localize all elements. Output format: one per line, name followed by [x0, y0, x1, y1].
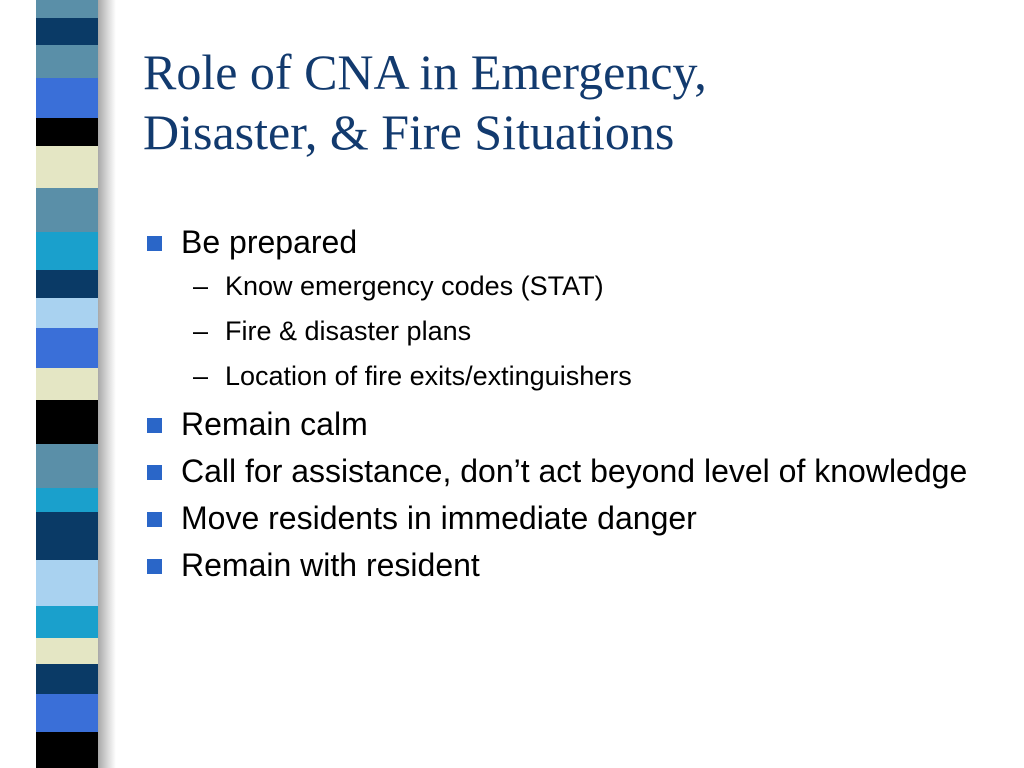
stripe-segment [36, 444, 98, 488]
sub-bullet-text: Know emergency codes (STAT) [225, 271, 604, 301]
square-bullet-icon [147, 465, 162, 480]
stripe-segment [36, 146, 98, 188]
sub-bullet-item [143, 359, 1003, 393]
stripe-segment [36, 45, 98, 78]
dash-bullet-icon: – [193, 271, 209, 301]
sub-bullet-list [143, 269, 1003, 393]
stripe-segment [36, 328, 98, 368]
sub-bullet-text: Location of fire exits/extinguishers [225, 361, 632, 391]
stripe-segment [36, 270, 98, 298]
bullet-item [143, 451, 1003, 491]
stripe-segment [36, 18, 98, 45]
stripe-shadow [98, 0, 116, 768]
stripe-segment [36, 512, 98, 560]
sub-bullet-item [143, 269, 1003, 303]
stripe-segment [36, 188, 98, 232]
sub-bullet-text: Fire & disaster plans [225, 316, 472, 346]
stripe-segment [36, 298, 98, 328]
square-bullet-icon [147, 559, 162, 574]
decorative-stripe-band [36, 0, 98, 768]
bullet-text: Remain calm [181, 406, 368, 442]
sub-bullet-item [143, 314, 1003, 348]
slide-title [143, 42, 1003, 162]
square-bullet-icon [147, 236, 162, 251]
stripe-segment [36, 0, 98, 18]
bullet-list [143, 222, 1003, 592]
bullet-text: Call for assistance, don’t act beyond level of knowledge [181, 453, 968, 489]
stripe-segment [36, 78, 98, 118]
bullet-text: Be prepared [181, 224, 358, 260]
square-bullet-icon [147, 418, 162, 433]
stripe-segment [36, 488, 98, 512]
stripe-segment [36, 638, 98, 664]
dash-bullet-icon: – [193, 316, 209, 346]
title-line-1: Role of CNA in Emergency, [143, 44, 707, 100]
bullet-item [143, 498, 1003, 538]
stripe-segment [36, 664, 98, 694]
bullet-text: Move residents in immediate danger [181, 500, 697, 536]
bullet-item [143, 545, 1003, 585]
stripe-segment [36, 560, 98, 606]
dash-bullet-icon: – [193, 361, 209, 391]
bullet-text: Remain with resident [181, 547, 480, 583]
stripe-segment [36, 368, 98, 400]
stripe-segment [36, 118, 98, 146]
stripe-segment [36, 606, 98, 638]
stripe-segment [36, 694, 98, 732]
bullet-item [143, 404, 1003, 444]
stripe-segment [36, 400, 98, 444]
bullet-item [143, 222, 1003, 262]
title-line-2: Disaster, & Fire Situations [143, 104, 675, 160]
stripe-segment [36, 732, 98, 768]
square-bullet-icon [147, 512, 162, 527]
stripe-segment [36, 232, 98, 270]
